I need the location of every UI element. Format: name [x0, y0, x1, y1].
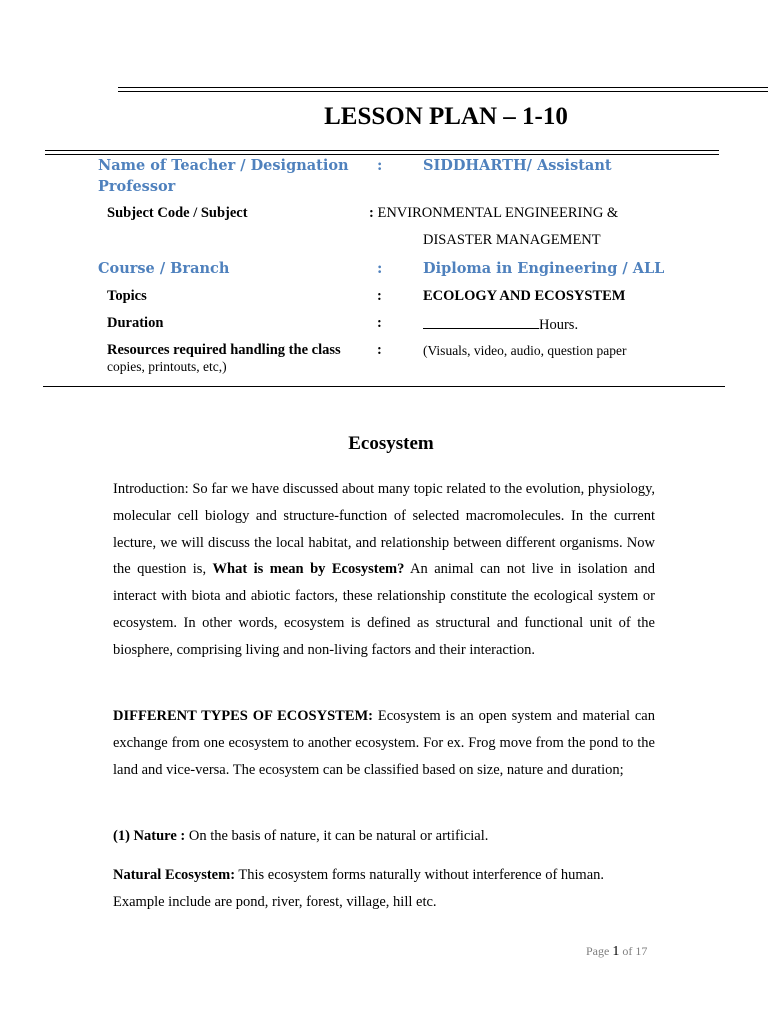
- top-double-rule: [118, 87, 768, 88]
- subject-colon: :: [369, 205, 374, 221]
- footer-page-word: Page: [586, 944, 610, 958]
- duration-value-line: [423, 315, 578, 334]
- course-value: Diploma in Engineering / ALL: [423, 260, 665, 277]
- footer-of-word: of: [622, 944, 633, 958]
- resources-label: Resources required handling the class: [107, 342, 341, 358]
- types-paragraph: [113, 703, 655, 783]
- natural-bold: Natural Ecosystem:: [113, 867, 236, 883]
- duration-colon: :: [377, 315, 382, 331]
- resources-colon: :: [377, 342, 382, 358]
- nature-text: On the basis of nature, it can be natural or artificial.: [185, 828, 489, 844]
- header-rule-inner: [45, 154, 719, 155]
- natural-paragraph: [113, 862, 655, 916]
- topics-label: Topics: [107, 288, 147, 304]
- subject-label: Subject Code / Subject: [107, 205, 248, 221]
- subject-value-line2: DISASTER MANAGEMENT: [423, 232, 601, 248]
- footer-total: 17: [635, 944, 648, 958]
- nature-paragraph: [113, 823, 655, 850]
- page-footer: [586, 944, 647, 960]
- page-title: LESSON PLAN – 1-10: [324, 103, 568, 130]
- duration-blank: [423, 315, 539, 329]
- subject-value: ENVIRONMENTAL ENGINEERING &: [377, 205, 619, 221]
- intro-text-1: Introduction: So far we have discussed about many topic related to the evolution, physiology, molecular cell biology and structure-function of selected macromolecules. In the current lecture, we will discuss the local habitat, and relationship between different organisms. Now the question is,: [113, 481, 655, 578]
- intro-bold: What is mean by Ecosystem?: [212, 561, 405, 578]
- intro-paragraph: [113, 476, 655, 664]
- duration-value: Hours.: [539, 317, 579, 333]
- topics-colon: :: [377, 288, 382, 304]
- duration-label: Duration: [107, 315, 164, 331]
- top-double-rule-inner: [118, 91, 768, 92]
- resources-cont: copies, printouts, etc,): [107, 359, 227, 374]
- subject-value-line1: [369, 205, 618, 222]
- resources-value: (Visuals, video, audio, question paper: [423, 343, 627, 358]
- footer-page-num: 1: [612, 944, 620, 959]
- teacher-colon: :: [377, 157, 383, 174]
- natural-text: This ecosystem forms naturally without interference of human. Example include are pond, river, forest, village, hill etc.: [113, 867, 605, 910]
- header-bottom-rule: [43, 386, 725, 387]
- intro-text-2: An animal can not live in isolation and interact with biota and abiotic factors, these relationship constitute the ecological system or ecosystem. In other words, ecosystem is defined as structural and functional unit of the biosphere, comprising living and non-living factors and their interaction.: [113, 561, 655, 658]
- topics-value: ECOLOGY AND ECOSYSTEM: [423, 288, 626, 304]
- teacher-label-cont: Professor: [98, 178, 176, 195]
- teacher-label: Name of Teacher / Designation: [98, 157, 349, 174]
- course-label: Course / Branch: [98, 260, 230, 277]
- course-colon: :: [377, 260, 383, 277]
- teacher-value: SIDDHARTH/ Assistant: [423, 157, 612, 174]
- types-bold: DIFFERENT TYPES OF ECOSYSTEM:: [113, 708, 374, 724]
- types-text: Ecosystem is an open system and material can exchange from one ecosystem to another ecosystem. For ex. Frog move from the pond to the land and vice-versa. The ecosystem can be classified based on size, nature and duration;: [113, 708, 655, 778]
- section-heading: Ecosystem: [348, 433, 434, 454]
- header-rule: [45, 150, 719, 151]
- nature-bold: (1) Nature :: [113, 828, 186, 844]
